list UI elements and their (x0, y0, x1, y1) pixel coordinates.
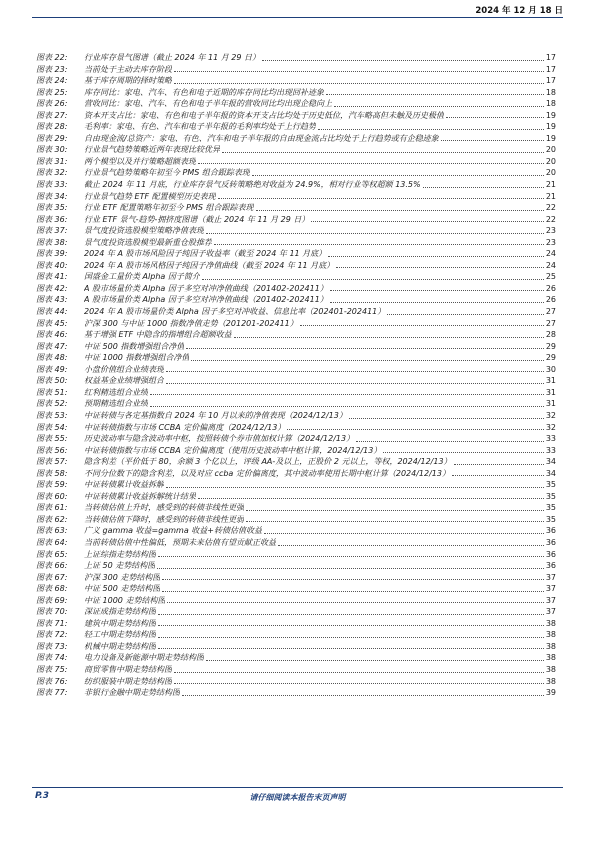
toc-entry-page: 33 (545, 445, 556, 455)
toc-entry-title: 纺织服装中期走势结构图 (84, 676, 172, 686)
toc-entry-page: 17 (545, 76, 556, 86)
toc-entry-label: 图表 74: (36, 653, 68, 663)
toc-entry-page: 22 (545, 214, 556, 224)
toc-dot-leader (287, 428, 543, 430)
toc-entry[interactable] (36, 468, 556, 480)
toc-dot-leader (202, 278, 544, 280)
toc-entry-page: 29 (545, 353, 556, 363)
figure-list (36, 52, 556, 699)
toc-entry-title: 资本开支占比：家电、有色和电子半年报的资本开支占比均处于历史低位，汽车略高但未触及历史极值 (84, 110, 444, 120)
toc-entry-title: 轻工中期走势结构图 (84, 630, 156, 640)
toc-entry-page: 22 (545, 203, 556, 213)
toc-entry[interactable] (36, 191, 556, 203)
toc-entry[interactable] (36, 64, 556, 76)
toc-dot-leader (356, 440, 544, 442)
toc-entry-title: 景气度投资选股模型策略净值表现 (84, 226, 204, 236)
toc-entry[interactable] (36, 375, 556, 387)
toc-entry-title: 中证转债指数与市场 CCBA 定价偏离度（2024/12/13） (84, 422, 286, 432)
toc-entry[interactable] (36, 445, 556, 457)
toc-entry-page: 32 (545, 422, 556, 432)
toc-dot-leader (328, 255, 544, 257)
toc-entry-title: 行业 ETF 景气-趋势-拥挤度图谱（截止 2024 年 11 月 29 日） (84, 214, 310, 224)
toc-entry-title: 红利精选组合业绩 (84, 387, 148, 397)
toc-entry-label: 图表 48: (36, 353, 68, 363)
toc-entry[interactable] (36, 202, 556, 214)
toc-dot-leader (256, 209, 544, 211)
toc-entry-title: 中证 500 指数增强组合净值 (84, 341, 185, 351)
toc-entry-title: 行业 ETF 配置策略年初至今 PMS 组合跟踪表现 (84, 203, 254, 213)
toc-entry-page: 27 (545, 318, 556, 328)
toc-entry[interactable] (36, 687, 556, 699)
toc-entry[interactable] (36, 525, 556, 537)
toc-dot-leader (158, 555, 544, 557)
toc-entry-title: 景气度投资选股模型最新重仓股推荐 (84, 237, 212, 247)
toc-entry-page: 36 (545, 549, 556, 559)
toc-entry[interactable] (36, 549, 556, 561)
toc-entry[interactable] (36, 583, 556, 595)
toc-entry-page: 38 (545, 676, 556, 686)
toc-entry[interactable] (36, 271, 556, 283)
toc-entry-page: 36 (545, 526, 556, 536)
toc-entry-title: 商贸零售中期走势结构图 (84, 664, 172, 674)
toc-entry-title: 国盛金工量价类 Alpha 因子简介 (84, 272, 200, 282)
toc-entry-title: A 股市场量价类 Alpha 因子多空对冲净值曲线（201402-202411） (84, 295, 328, 305)
toc-entry-title: 建筑中期走势结构图 (84, 618, 156, 628)
toc-dot-leader (174, 671, 544, 673)
toc-entry-page: 24 (545, 249, 556, 259)
toc-dot-leader (252, 174, 544, 176)
toc-entry-label: 图表 61: (36, 503, 68, 513)
toc-dot-leader (158, 613, 544, 615)
toc-entry-title: A 股市场量价类 Alpha 因子多空对冲净值曲线（201402-202411） (84, 283, 328, 293)
toc-entry[interactable] (36, 629, 556, 641)
toc-entry[interactable] (36, 364, 556, 376)
toc-entry-title: 非银行金融中期走势结构图 (84, 688, 180, 698)
toc-entry-title: 深证成指走势结构图 (84, 607, 156, 617)
toc-entry-label: 图表 23: (36, 64, 68, 74)
toc-dot-leader (166, 382, 544, 384)
report-date: 2024 年 12 月 18 日 (475, 6, 563, 16)
toc-dot-leader (214, 243, 544, 245)
toc-entry-label: 图表 73: (36, 641, 68, 651)
toc-entry-page: 39 (545, 688, 556, 698)
toc-entry-label: 图表 70: (36, 607, 68, 617)
toc-entry-title: 中证 1000 走势结构图 (84, 595, 166, 605)
toc-entry-label: 图表 27: (36, 110, 68, 120)
toc-entry-title: 当前处于主动去库存阶段 (84, 64, 172, 74)
toc-entry[interactable] (36, 641, 556, 653)
toc-dot-leader (278, 544, 544, 546)
toc-entry-title: 预期精选组合业绩 (84, 399, 148, 409)
toc-entry-page: 24 (545, 260, 556, 270)
toc-entry-label: 图表 24: (36, 76, 68, 86)
toc-entry-label: 图表 71: (36, 618, 68, 628)
toc-entry-label: 图表 35: (36, 203, 68, 213)
toc-dot-leader (174, 70, 544, 72)
toc-entry-title: 权益基金业绩增强组合 (84, 376, 164, 386)
toc-entry-title: 行业景气趋势策略年初至今 PMS 组合跟踪表现 (84, 168, 250, 178)
toc-entry-page: 35 (545, 514, 556, 524)
toc-entry-page: 33 (545, 434, 556, 444)
toc-entry-label: 图表 56: (36, 445, 68, 455)
toc-entry-page: 31 (545, 376, 556, 386)
toc-entry[interactable] (36, 664, 556, 676)
toc-dot-leader (234, 336, 544, 338)
toc-entry-page: 37 (545, 607, 556, 617)
toc-entry[interactable] (36, 98, 556, 110)
toc-entry-title: 中证 500 走势结构图 (84, 584, 161, 594)
toc-entry[interactable] (36, 110, 556, 122)
toc-dot-leader (174, 682, 544, 684)
toc-entry-title: 隐含利差（平价低于 80，余额 3 个亿以上，评级 AA-及以上，正股价 2 元以上，等权，2024/12/13） (84, 457, 452, 467)
toc-entry-label: 图表 49: (36, 364, 68, 374)
toc-entry-label: 图表 34: (36, 191, 68, 201)
toc-entry-label: 图表 52: (36, 399, 68, 409)
toc-entry-label: 图表 66: (36, 561, 68, 571)
toc-dot-leader (452, 474, 544, 476)
toc-entry[interactable] (36, 410, 556, 422)
toc-entry[interactable] (36, 87, 556, 99)
toc-entry-page: 27 (545, 307, 556, 317)
toc-entry-title: 行业库存景气图谱（截止 2024 年 11 月 29 日） (84, 53, 260, 62)
toc-entry-page: 18 (545, 87, 556, 97)
toc-entry-page: 26 (545, 295, 556, 305)
toc-entry-title: 基于库存周期的择时策略 (84, 76, 172, 86)
toc-entry-title: 中证转债累计收益拆解统计结果 (84, 491, 196, 501)
toc-entry-page: 17 (545, 53, 556, 62)
toc-entry-page: 21 (545, 180, 556, 190)
toc-entry-title: 截止 2024 年 11 月底，行业库存景气反转策略绝对收益为 24.9%，相对行业等权超额 13.5% (84, 180, 421, 190)
toc-entry[interactable] (36, 398, 556, 410)
toc-entry-title: 毛利率：家电、有色、汽车和电子半年报的毛利率均处于上行趋势 (84, 122, 316, 132)
toc-entry-page: 36 (545, 561, 556, 571)
toc-entry[interactable] (36, 676, 556, 688)
toc-dot-leader (330, 301, 544, 303)
toc-dot-leader (318, 128, 544, 130)
toc-dot-leader (334, 105, 544, 107)
toc-dot-leader (454, 463, 544, 465)
toc-entry-page: 31 (545, 399, 556, 409)
toc-entry-page: 37 (545, 584, 556, 594)
toc-dot-leader (222, 151, 544, 153)
toc-dot-leader (198, 162, 544, 164)
toc-entry-label: 图表 38: (36, 237, 68, 247)
toc-entry-page: 19 (545, 110, 556, 120)
toc-entry-title: 基于增强 ETF 中隐含的指增组合超额收益 (84, 330, 232, 340)
toc-entry[interactable] (36, 167, 556, 179)
toc-entry-page: 26 (545, 283, 556, 293)
toc-entry-title: 中证转债与各定基指数自 2024 年 10 月以来的净值表现（2024/12/13） (84, 410, 347, 420)
toc-entry-page: 29 (545, 341, 556, 351)
toc-entry-page: 28 (545, 330, 556, 340)
toc-entry[interactable] (36, 491, 556, 503)
toc-entry-page: 37 (545, 572, 556, 582)
toc-dot-leader (174, 82, 544, 84)
toc-entry-title: 小盘价值组合业绩表现 (84, 364, 164, 374)
toc-dot-leader (300, 324, 544, 326)
toc-entry-label: 图表 22: (36, 53, 68, 62)
toc-entry-label: 图表 58: (36, 468, 68, 478)
toc-dot-leader (191, 359, 543, 361)
toc-dot-leader (383, 451, 543, 453)
toc-entry-page: 35 (545, 491, 556, 501)
toc-entry[interactable] (36, 248, 556, 260)
toc-entry-label: 图表 33: (36, 180, 68, 190)
toc-entry-label: 图表 69: (36, 595, 68, 605)
toc-entry[interactable] (36, 560, 556, 572)
toc-entry-page: 20 (545, 156, 556, 166)
toc-entry[interactable] (36, 595, 556, 607)
toc-entry[interactable] (36, 352, 556, 364)
toc-entry-page: 36 (545, 537, 556, 547)
toc-entry-label: 图表 65: (36, 549, 68, 559)
toc-dot-leader (167, 601, 543, 603)
toc-entry[interactable] (36, 606, 556, 618)
toc-entry-page: 38 (545, 641, 556, 651)
toc-entry-title: 上证综指走势结构图 (84, 549, 156, 559)
toc-entry-page: 19 (545, 122, 556, 132)
toc-entry-label: 图表 72: (36, 630, 68, 640)
toc-dot-leader (246, 509, 544, 511)
toc-entry[interactable] (36, 514, 556, 526)
toc-entry-label: 图表 76: (36, 676, 68, 686)
toc-entry-page: 32 (545, 410, 556, 420)
toc-entry[interactable] (36, 133, 556, 145)
toc-entry-page: 23 (545, 226, 556, 236)
toc-entry-title: 两个模型以及并行策略超额表现 (84, 156, 196, 166)
toc-entry-title: 不同分位数下的隐含利差，以及对应 ccba 定价偏离度，其中波动率使用长期中枢计算（2024/12/13） (84, 468, 450, 478)
toc-entry[interactable] (36, 225, 556, 237)
toc-entry[interactable] (36, 144, 556, 156)
toc-dot-leader (311, 220, 543, 222)
toc-entry-title: 中证转债指数与市场 CCBA 定价偏离度（使用历史波动率中枢计算，2024/12/13） (84, 445, 382, 455)
toc-entry-title: 中证 1000 指数增强组合净值 (84, 353, 190, 363)
toc-entry-title: 当前转债估值中性偏低，预期未来估值有望贡献正收益 (84, 537, 276, 547)
toc-entry[interactable] (36, 283, 556, 295)
toc-dot-leader (446, 116, 544, 118)
toc-entry-label: 图表 28: (36, 122, 68, 132)
toc-entry-title: 当转债估值上升时，感受到的转债非线性更强 (84, 503, 244, 513)
toc-entry[interactable] (36, 260, 556, 272)
toc-entry-label: 图表 57: (36, 457, 68, 467)
toc-entry-label: 图表 29: (36, 133, 68, 143)
toc-entry-label: 图表 68: (36, 584, 68, 594)
toc-dot-leader (158, 647, 544, 649)
toc-entry-label: 图表 42: (36, 283, 68, 293)
toc-entry-label: 图表 60: (36, 491, 68, 501)
toc-entry-title: 中证转债累计收益拆解 (84, 480, 164, 490)
toc-entry[interactable] (36, 422, 556, 434)
toc-entry-title: 广义 gamma 收益=gamma 收益+转债估值收益 (84, 526, 262, 536)
toc-entry-label: 图表 54: (36, 422, 68, 432)
toc-entry[interactable] (36, 214, 556, 226)
toc-entry[interactable] (36, 652, 556, 664)
toc-dot-leader (326, 93, 544, 95)
toc-entry-title: 电力设备及新能源中期走势结构图 (84, 653, 204, 663)
toc-entry[interactable] (36, 537, 556, 549)
toc-entry-page: 35 (545, 503, 556, 513)
toc-entry-page: 38 (545, 653, 556, 663)
toc-entry-page: 31 (545, 387, 556, 397)
toc-entry-label: 图表 44: (36, 307, 68, 317)
toc-dot-leader (162, 590, 543, 592)
toc-entry-page: 21 (545, 191, 556, 201)
toc-dot-leader (206, 659, 544, 661)
toc-dot-leader (186, 347, 543, 349)
toc-entry[interactable] (36, 306, 556, 318)
toc-entry-title: 历史波动率与隐含波动率中枢，按照转债个券市值加权计算（2024/12/13） (84, 434, 355, 444)
toc-dot-leader (166, 370, 544, 372)
toc-entry[interactable] (36, 52, 556, 64)
toc-entry-title: 自由现金流/总资产：家电、有色、汽车和电子半年报的自由现金流占比均处于上行趋势或有企稳迹象 (84, 133, 439, 143)
disclaimer-note: 请仔细阅读本报告末页声明 (249, 793, 346, 802)
toc-entry-title: 沪深 300 与中证 1000 指数净值走势（201201-202411） (84, 318, 298, 328)
toc-entry[interactable] (36, 156, 556, 168)
page-number: P.3 (35, 791, 49, 801)
toc-entry[interactable] (36, 572, 556, 584)
toc-entry[interactable] (36, 179, 556, 191)
toc-entry-page: 23 (545, 237, 556, 247)
toc-entry[interactable] (36, 456, 556, 468)
toc-entry[interactable] (36, 294, 556, 306)
toc-entry-label: 图表 63: (36, 526, 68, 536)
toc-entry-title: 行业景气趋势 ETF 配置模型历史表现 (84, 191, 216, 201)
toc-entry-label: 图表 36: (36, 214, 68, 224)
toc-entry-page: 34 (545, 457, 556, 467)
toc-entry[interactable] (36, 75, 556, 87)
toc-dot-leader (262, 59, 544, 61)
toc-entry-label: 图表 77: (36, 688, 68, 698)
toc-dot-leader (166, 486, 544, 488)
toc-entry-label: 图表 30: (36, 145, 68, 155)
header-divider (32, 17, 563, 18)
toc-entry-label: 图表 37: (36, 226, 68, 236)
toc-entry-page: 38 (545, 630, 556, 640)
toc-entry-page: 38 (545, 618, 556, 628)
toc-entry[interactable] (36, 618, 556, 630)
toc-dot-leader (158, 624, 544, 626)
toc-entry-label: 图表 26: (36, 99, 68, 109)
toc-entry-title: 当转债估值下降时，感受到的转债非线性更弱 (84, 514, 244, 524)
toc-entry-page: 20 (545, 168, 556, 178)
toc-entry-page: 19 (545, 133, 556, 143)
footer-divider (32, 787, 563, 788)
toc-entry-title: 行业景气趋势策略近两年表现比较优异 (84, 145, 220, 155)
toc-entry-title: 2024 年 A 股市场风险因子纯因子收益率（截至 2024 年 11 月底） (84, 249, 327, 259)
toc-entry-page: 34 (545, 468, 556, 478)
toc-entry-label: 图表 40: (36, 260, 68, 270)
toc-dot-leader (198, 497, 544, 499)
toc-entry[interactable] (36, 121, 556, 133)
toc-entry-page: 25 (545, 272, 556, 282)
toc-entry-title: 营收同比：家电、汽车、有色和电子半年报的营收同比均出现企稳向上 (84, 99, 332, 109)
toc-entry-label: 图表 39: (36, 249, 68, 259)
toc-entry-label: 图表 75: (36, 664, 68, 674)
toc-entry-title: 沪深 300 走势结构图 (84, 572, 161, 582)
toc-dot-leader (441, 139, 544, 141)
toc-entry-page: 37 (545, 595, 556, 605)
toc-entry-label: 图表 53: (36, 410, 68, 420)
toc-dot-leader (218, 197, 544, 199)
toc-entry-label: 图表 31: (36, 156, 68, 166)
toc-entry-label: 图表 67: (36, 572, 68, 582)
toc-entry-title: 上证 50 走势结构图 (84, 561, 156, 571)
toc-dot-leader (150, 405, 544, 407)
toc-entry-page: 35 (545, 480, 556, 490)
toc-dot-leader (157, 567, 544, 569)
toc-entry-label: 图表 46: (36, 330, 68, 340)
toc-entry[interactable] (36, 479, 556, 491)
toc-entry-label: 图表 51: (36, 387, 68, 397)
toc-entry-label: 图表 47: (36, 341, 68, 351)
toc-entry-label: 图表 32: (36, 168, 68, 178)
toc-entry-page: 17 (545, 64, 556, 74)
toc-entry-title: 2024 年 A 股市场风格因子纯因子净值曲线（截至 2024 年 11 月底） (84, 260, 335, 270)
toc-dot-leader (387, 313, 544, 315)
toc-entry-label: 图表 55: (36, 434, 68, 444)
toc-dot-leader (182, 694, 544, 696)
toc-entry[interactable] (36, 502, 556, 514)
toc-dot-leader (206, 232, 544, 234)
toc-entry[interactable] (36, 318, 556, 330)
toc-entry-page: 30 (545, 364, 556, 374)
toc-dot-leader (162, 578, 543, 580)
toc-entry-label: 图表 59: (36, 480, 68, 490)
toc-entry-title: 库存同比：家电、汽车、有色和电子近期的库存同比均出现回补迹象 (84, 87, 324, 97)
toc-entry[interactable] (36, 237, 556, 249)
toc-dot-leader (264, 532, 544, 534)
toc-dot-leader (150, 393, 544, 395)
toc-dot-leader (423, 186, 544, 188)
toc-entry-label: 图表 50: (36, 376, 68, 386)
toc-entry-title: 2024 年 A 股市场量价类 Alpha 因子多空对冲收益、信息比率（202401-202411） (84, 307, 386, 317)
toc-entry-page: 38 (545, 664, 556, 674)
toc-entry-page: 20 (545, 145, 556, 155)
toc-dot-leader (246, 520, 544, 522)
toc-dot-leader (336, 266, 544, 268)
toc-entry-label: 图表 43: (36, 295, 68, 305)
toc-dot-leader (158, 636, 544, 638)
toc-entry[interactable] (36, 329, 556, 341)
toc-entry-label: 图表 45: (36, 318, 68, 328)
toc-entry[interactable] (36, 387, 556, 399)
toc-dot-leader (330, 289, 544, 291)
toc-dot-leader (349, 417, 544, 419)
toc-entry-title: 机械中期走势结构图 (84, 641, 156, 651)
toc-entry[interactable] (36, 433, 556, 445)
toc-entry-label: 图表 62: (36, 514, 68, 524)
toc-entry-label: 图表 64: (36, 537, 68, 547)
toc-entry[interactable] (36, 341, 556, 353)
toc-entry-label: 图表 25: (36, 87, 68, 97)
toc-entry-label: 图表 41: (36, 272, 68, 282)
toc-entry-page: 18 (545, 99, 556, 109)
